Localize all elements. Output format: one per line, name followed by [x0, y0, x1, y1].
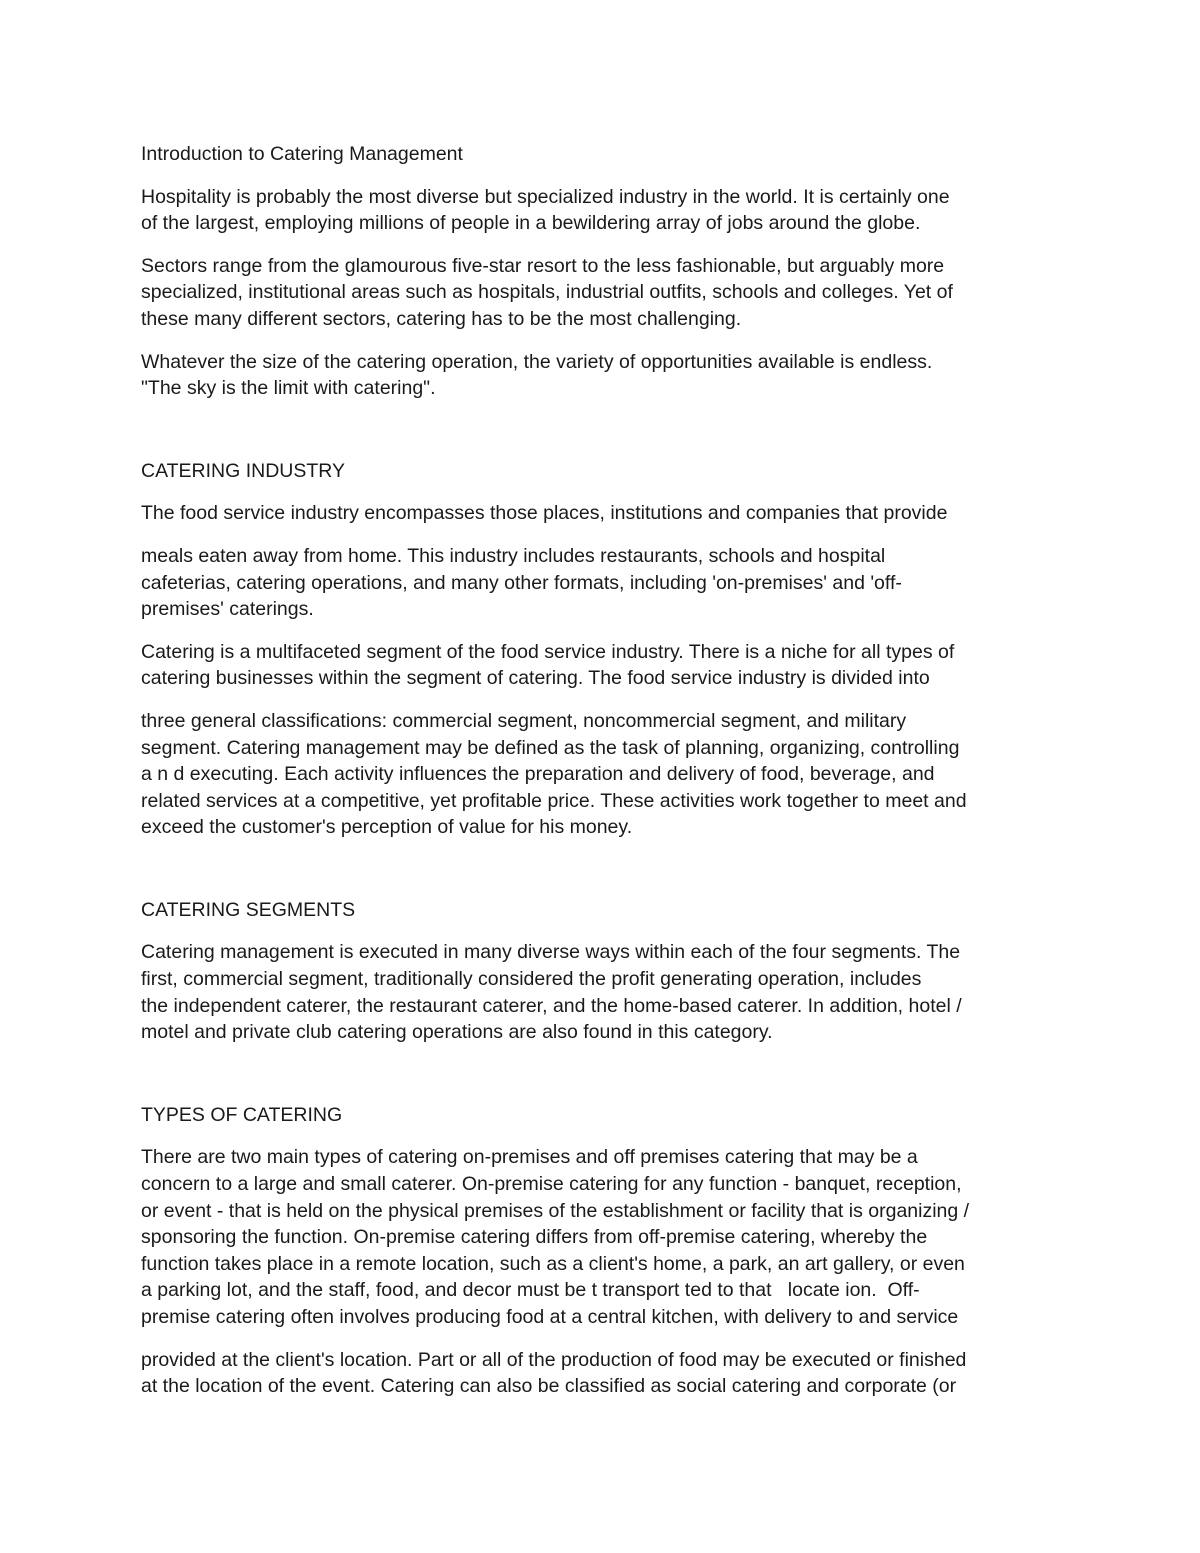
types-of-catering-paragraph-1: [141, 1144, 1081, 1330]
text-line: or event - that is held on the physical premises of the establishment or facility that is organizing /: [141, 1199, 970, 1222]
text-line: cafeterias, catering operations, and many other formats, including 'on-premises' and 'off-: [141, 571, 902, 594]
document-body: [141, 141, 1081, 1400]
text-line: at the location of the event. Catering can also be classified as social catering and corporate (or: [141, 1375, 957, 1398]
types-of-catering-paragraph-2: [141, 1347, 1081, 1400]
text-line: There are two main types of catering on-premises and off premises catering that may be a: [141, 1146, 918, 1169]
text-line: "The sky is the limit with catering".: [141, 377, 436, 400]
types-of-catering-heading: [141, 1102, 1081, 1129]
text-line: the independent caterer, the restaurant caterer, and the home-based caterer. In addition, hotel /: [141, 994, 962, 1017]
text-line: Catering management is executed in many diverse ways within each of the four segments. The: [141, 941, 961, 964]
text-line: of the largest, employing millions of people in a bewildering array of jobs around the globe.: [141, 212, 921, 235]
intro-paragraph-1: [141, 184, 1081, 237]
text-line: premise catering often involves producing food at a central kitchen, with delivery to and service: [141, 1306, 959, 1328]
document-title: [141, 141, 1081, 168]
text-line: The food service industry encompasses those places, institutions and companies that provide: [141, 502, 948, 525]
text-line: these many different sectors, catering has to be the most challenging.: [141, 307, 742, 330]
text-line: Whatever the size of the catering operation, the variety of opportunities available is endless.: [141, 350, 933, 373]
text-line: motel and private club catering operations are also found in this category.: [141, 1021, 773, 1044]
text-line: premises' caterings.: [141, 598, 314, 621]
catering-industry-paragraph-4: [141, 708, 1081, 841]
text-line: catering businesses within the segment of catering. The food service industry is divided into: [141, 667, 930, 690]
catering-segments-heading: [141, 897, 1081, 924]
text-line: three general classifications: commercial segment, noncommercial segment, and military: [141, 709, 907, 732]
text-line: Sectors range from the glamourous five-star resort to the less fashionable, but arguably more: [141, 254, 945, 277]
intro-paragraph-2: [141, 253, 1081, 333]
catering-industry-paragraph-2: [141, 543, 1081, 623]
intro-paragraph-3: [141, 349, 1081, 402]
title-line: Introduction to Catering Management: [141, 143, 463, 165]
section-heading: TYPES OF CATERING: [141, 1103, 343, 1126]
text-line: related services at a competitive, yet profitable price. These activities work together to meet and: [141, 789, 967, 812]
text-line: Catering is a multifaceted segment of the food service industry. There is a niche for all types of: [141, 640, 955, 663]
text-line: Hospitality is probably the most diverse but specialized industry in the world. It is certainly one: [141, 185, 950, 208]
text-line: meals eaten away from home. This industry includes restaurants, schools and hospital: [141, 544, 886, 567]
text-line: exceed the customer's perception of value for his money.: [141, 816, 633, 839]
text-line: first, commercial segment, traditionally considered the profit generating operation, includes: [141, 968, 922, 991]
catering-industry-paragraph-3: [141, 639, 1081, 692]
text-line: sponsoring the function. On-premise catering differs from off-premise catering, whereby the: [141, 1226, 928, 1249]
text-line: provided at the client's location. Part or all of the production of food may be executed or finished: [141, 1348, 967, 1371]
text-line: specialized, institutional areas such as hospitals, industrial outfits, schools and colleges. Yet of: [141, 281, 953, 304]
section-heading: CATERING SEGMENTS: [141, 898, 356, 921]
section-heading: CATERING INDUSTRY: [141, 459, 346, 482]
catering-segments-paragraph-1: [141, 939, 1081, 1045]
catering-industry-heading: [141, 458, 1081, 485]
text-line: function takes place in a remote location, such as a client's home, a park, an art gallery, or even: [141, 1252, 965, 1275]
text-line: a n d executing. Each activity influences the preparation and delivery of food, beverage, and: [141, 763, 935, 786]
catering-industry-paragraph-1: [141, 500, 1081, 527]
text-line: segment. Catering management may be defined as the task of planning, organizing, controlling: [141, 736, 960, 759]
text-line: a parking lot, and the staff, food, and decor must be t transport ted to that locate ion. Off-: [141, 1279, 920, 1302]
text-line: concern to a large and small caterer. On-premise catering for any function - banquet, reception,: [141, 1173, 962, 1196]
